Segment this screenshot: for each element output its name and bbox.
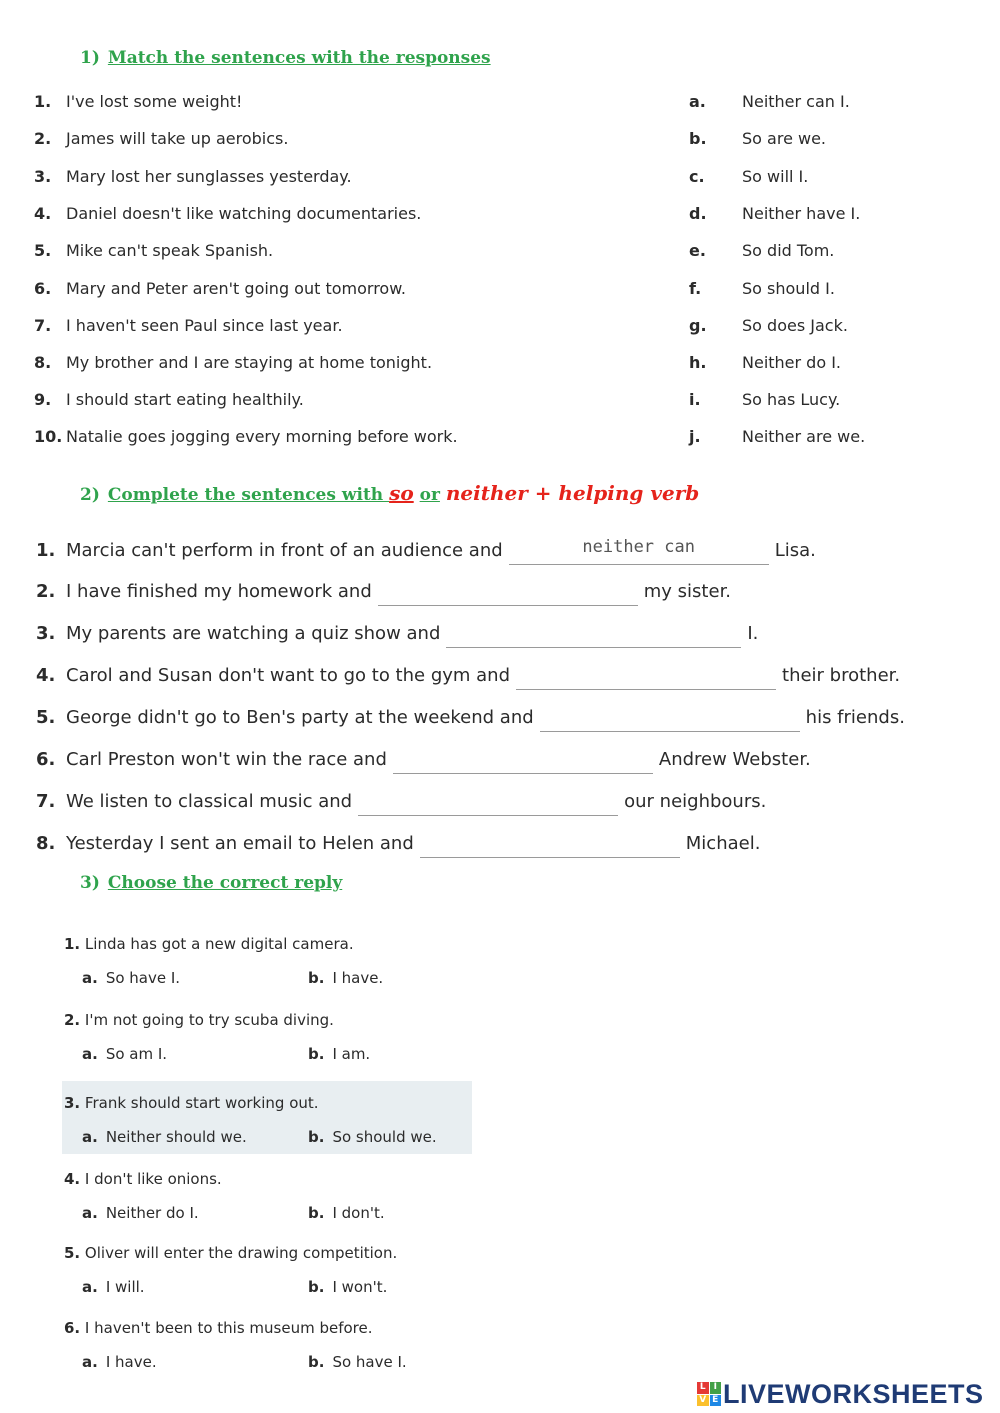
question-number: 1. — [64, 935, 81, 953]
response-text[interactable]: So will I. — [742, 167, 809, 186]
option-a[interactable]: a. Neither should we. — [82, 1128, 247, 1146]
section-3-number: 3) — [80, 873, 100, 893]
section-2-title-prefix: Complete the sentences with — [107, 485, 390, 505]
sentence-number: 2. — [34, 129, 52, 148]
match-row — [34, 314, 934, 338]
section-1-title: Match the sentences with the responses — [107, 48, 491, 68]
item-after: our neighbours. — [624, 791, 767, 812]
match-row — [34, 277, 934, 301]
sentence-number: 1. — [34, 92, 52, 111]
answer-blank[interactable] — [393, 751, 653, 774]
item-number: 2. — [36, 581, 56, 602]
item-before: We listen to classical music and — [66, 791, 353, 812]
sentence-text: Mary lost her sunglasses yesterday. — [66, 167, 352, 186]
answer-text[interactable]: neither can — [582, 537, 695, 557]
question-text: 2. I'm not going to try scuba diving. — [64, 1011, 334, 1029]
item-number: 5. — [36, 707, 56, 728]
option-b[interactable]: b. So have I. — [308, 1353, 407, 1371]
item-after: their brother. — [782, 665, 901, 686]
section-2-title-so: so — [389, 481, 414, 505]
item-after: my sister. — [643, 581, 732, 602]
question-number: 4. — [64, 1170, 81, 1188]
sentence-number: 6. — [34, 279, 52, 298]
answer-blank[interactable] — [540, 709, 800, 732]
item-after: Michael. — [685, 833, 761, 854]
sentence-number: 4. — [34, 204, 52, 223]
response-letter: b. — [689, 129, 707, 148]
section-3-heading — [80, 873, 342, 893]
option-b[interactable]: b. I don't. — [308, 1204, 385, 1222]
item-before: Marcia can't perform in front of an audience and — [66, 540, 503, 561]
option-a[interactable]: a. Neither do I. — [82, 1204, 199, 1222]
item-number: 3. — [36, 623, 56, 644]
sentence-text: My brother and I are staying at home tonight. — [66, 353, 433, 372]
section-1-number: 1) — [80, 48, 100, 68]
item-number: 1. — [36, 540, 56, 561]
item-after: I. — [747, 623, 759, 644]
section-1-heading — [80, 48, 491, 68]
answer-blank[interactable] — [516, 667, 776, 690]
question-text: 3. Frank should start working out. — [64, 1094, 319, 1112]
answer-blank[interactable] — [420, 835, 680, 858]
option-a[interactable]: a. So am I. — [82, 1045, 168, 1063]
response-letter: e. — [689, 241, 706, 260]
response-text[interactable]: So did Tom. — [742, 241, 835, 260]
response-text[interactable]: Neither have I. — [742, 204, 861, 223]
match-row — [34, 127, 934, 151]
response-letter: d. — [689, 204, 707, 223]
question-text: 1. Linda has got a new digital camera. — [64, 935, 354, 953]
item-number: 7. — [36, 791, 56, 812]
question-number: 3. — [64, 1094, 81, 1112]
item-number: 6. — [36, 749, 56, 770]
response-letter: g. — [689, 316, 707, 335]
sentence-text: Daniel doesn't like watching documentaries. — [66, 204, 422, 223]
option-a[interactable]: a. I will. — [82, 1278, 145, 1296]
question-number: 5. — [64, 1244, 81, 1262]
option-a[interactable]: a. So have I. — [82, 969, 181, 987]
fill-row — [36, 704, 956, 732]
reply-question — [62, 1011, 472, 1073]
response-text[interactable]: Neither are we. — [742, 427, 866, 446]
sentence-number: 3. — [34, 167, 52, 186]
sentence-text: Mary and Peter aren't going out tomorrow. — [66, 279, 406, 298]
match-row — [34, 90, 934, 114]
item-number: 4. — [36, 665, 56, 686]
response-text[interactable]: So has Lucy. — [742, 390, 841, 409]
match-row — [34, 165, 934, 189]
fill-row — [36, 578, 956, 606]
response-letter: j. — [689, 427, 701, 446]
sentence-number: 10. — [34, 427, 63, 446]
section-2-title-or: or — [419, 485, 440, 505]
fill-row — [36, 662, 956, 690]
logo-text: LIVEWORKSHEETS — [723, 1378, 984, 1409]
sentence-number: 7. — [34, 316, 52, 335]
reply-question-highlighted — [62, 1081, 472, 1154]
logo-mark-icon: L I V E — [697, 1382, 721, 1406]
sentence-text: I should start eating healthily. — [66, 390, 304, 409]
sentence-text: Mike can't speak Spanish. — [66, 241, 274, 260]
item-after: Andrew Webster. — [658, 749, 811, 770]
reply-question — [62, 1244, 472, 1306]
match-row — [34, 202, 934, 226]
response-text[interactable]: Neither can I. — [742, 92, 850, 111]
fill-row — [36, 746, 956, 774]
response-letter: f. — [689, 279, 702, 298]
response-letter: h. — [689, 353, 707, 372]
match-row — [34, 388, 934, 412]
sentence-text: James will take up aerobics. — [66, 129, 289, 148]
reply-question — [62, 935, 472, 997]
question-number: 6. — [64, 1319, 81, 1337]
option-b[interactable]: b. So should we. — [308, 1128, 437, 1146]
section-2-title-neither: neither + helping verb — [445, 481, 700, 505]
item-after: Lisa. — [774, 540, 816, 561]
fill-row — [36, 830, 956, 858]
response-letter: i. — [689, 390, 701, 409]
answer-blank[interactable] — [378, 583, 638, 606]
item-before: Carol and Susan don't want to go to the gym and — [66, 665, 511, 686]
response-text[interactable]: So should I. — [742, 279, 835, 298]
sentence-text: I haven't seen Paul since last year. — [66, 316, 343, 335]
question-number: 2. — [64, 1011, 81, 1029]
option-b[interactable]: b. I have. — [308, 969, 384, 987]
item-number: 8. — [36, 833, 56, 854]
sentence-text: I've lost some weight! — [66, 92, 243, 111]
item-before: My parents are watching a quiz show and — [66, 623, 441, 644]
match-row — [34, 351, 934, 375]
option-b[interactable]: b. I am. — [308, 1045, 371, 1063]
answer-blank[interactable] — [446, 625, 741, 648]
sentence-text: Natalie goes jogging every morning before work. — [66, 427, 458, 446]
sentence-number: 9. — [34, 390, 52, 409]
response-text[interactable]: So are we. — [742, 129, 827, 148]
match-row — [34, 425, 934, 449]
item-before: Carl Preston won't win the race and — [66, 749, 387, 770]
response-text[interactable]: Neither do I. — [742, 353, 842, 372]
fill-row — [36, 788, 956, 816]
question-text: 5. Oliver will enter the drawing competition. — [64, 1244, 398, 1262]
option-b[interactable]: b. I won't. — [308, 1278, 388, 1296]
item-before: George didn't go to Ben's party at the weekend and — [66, 707, 534, 728]
sentence-number: 5. — [34, 241, 52, 260]
fill-row — [36, 620, 956, 648]
section-2-heading — [80, 481, 699, 505]
question-text: 4. I don't like onions. — [64, 1170, 222, 1188]
section-3-title: Choose the correct reply — [107, 873, 343, 893]
sentence-number: 8. — [34, 353, 52, 372]
fill-row — [36, 537, 956, 565]
answer-blank[interactable] — [358, 793, 618, 816]
response-text[interactable]: So does Jack. — [742, 316, 848, 335]
question-text: 6. I haven't been to this museum before. — [64, 1319, 373, 1337]
item-before: I have finished my homework and — [66, 581, 372, 602]
reply-question — [62, 1170, 472, 1232]
response-letter: a. — [689, 92, 706, 111]
reply-question — [62, 1319, 472, 1381]
answer-blank[interactable] — [509, 537, 769, 565]
liveworksheets-logo[interactable] — [697, 1377, 984, 1411]
match-row — [34, 239, 934, 263]
item-after: his friends. — [805, 707, 905, 728]
section-2-number: 2) — [80, 485, 100, 505]
response-letter: c. — [689, 167, 705, 186]
item-before: Yesterday I sent an email to Helen and — [66, 833, 414, 854]
option-a[interactable]: a. I have. — [82, 1353, 157, 1371]
